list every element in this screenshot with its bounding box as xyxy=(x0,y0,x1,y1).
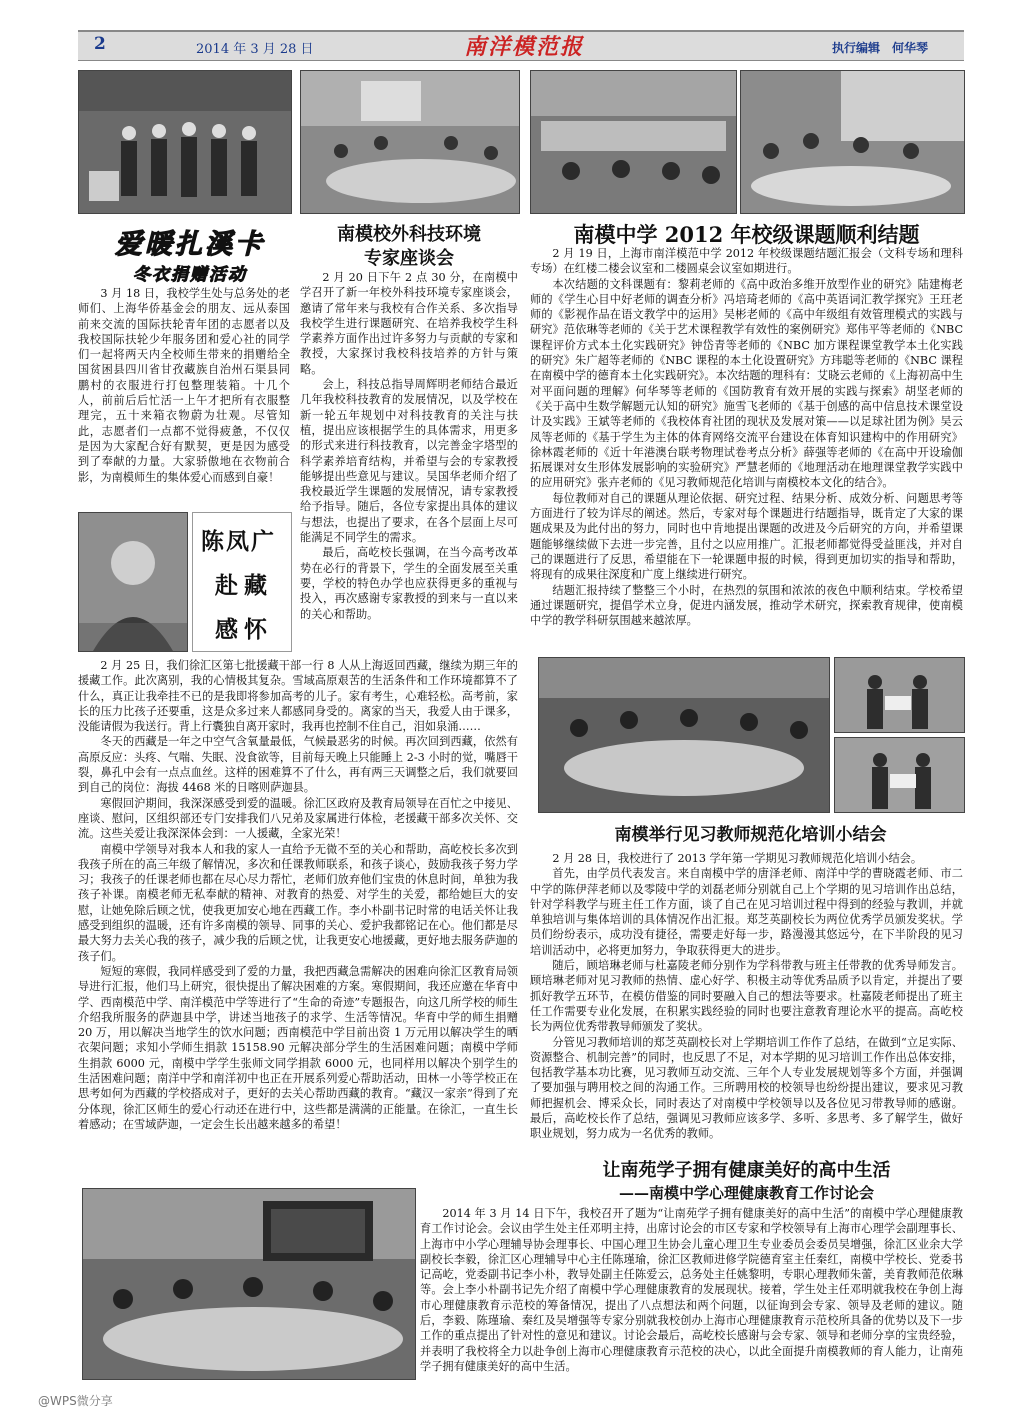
paragraph: 2 月 28 日，我校进行了 2013 学年第一学期见习教师规范化培训小结会。 xyxy=(552,852,923,865)
photo-award-1 xyxy=(834,657,965,733)
article4-title-line: 陈凤广 xyxy=(201,528,276,555)
article2-body xyxy=(300,270,518,622)
article6-body xyxy=(420,1206,963,1374)
paragraph: 冬天的西藏是一年之中空气含氧量最低，气候最恶劣的时候。再次回到西藏，依然有高原反应：头疼、气喘、失眠、没食欲等，目前每天晚上只能睡上 2-3 小时的觉，嘴唇干裂，鼻孔中会有一点点血丝。这样的困难算不了什么，再有两三天调整之后，我们就要回到自己的岗位：海拔 4468 米的日喀则萨迦县。 xyxy=(78,735,518,795)
article4-title-box xyxy=(192,512,292,652)
paragraph: 3 月 18 日，我校学生处与总务处的老师们、上海华侨基金会的朋友、远从泰国前来交流的国际扶轮青年团的志愿者以及我校国际扶轮少年服务团和爱心社的同学们一起将两天内全校师生带来的捐赠给全国贫困县四川省甘孜藏族自治州石渠县同鹏村的衣服进行打包整理装箱。十几个人，前前后后忙活一上午才把所有衣服整理完，五十来箱衣物蔚为壮观。尽管知此，志愿者们一点都不觉得疲惫，不仅仅是因为大家配合好有默契，更是因为感受到了奉献的力量。大家骄傲地在衣物前合影，为南模师生的集体爱心而感到自豪！ xyxy=(78,287,290,484)
paragraph: 每位教师对自己的课题从理论依据、研究过程、结果分析、成效分析、问题思考等方面进行了较为详尽的阐述。然后，专家对每个课题进行结题指导，既肯定了大家的课题成果及为此付出的努力，同时也中肯地提出课题的改进及今后研究的方向，并希望课题能够继续做下去进一步完善，且付之以应用推广。汇报老师都觉得受益匪浅，并对自己的课题进行了反思，希望能在下一轮课题申报的时候，得到更加切实的指导和帮助，将现有的成果往深度和广度上继续进行研究。 xyxy=(530,491,963,582)
photo-psych-meeting xyxy=(82,1188,416,1380)
paragraph: 结题汇报持续了整整三个小时，在热烈的氛围和浓浓的夜色中顺利结束。学校希望通过课题研究，提倡学术立身，促进内涵发展，推动学术研究，探索教育规律，使南模中学的教学科研氛围越来越浓厚。 xyxy=(530,583,963,628)
page-header xyxy=(78,30,964,61)
article3-title: 南模中学 2012 年校级课题顺利结题 xyxy=(573,222,920,247)
classroom-photo-icon xyxy=(531,71,736,213)
paragraph: 随后，顾培琳老师与杜嘉陵老师分别作为学科带教与班主任带教的优秀导师发言。顾培琳老师对见习教师的热情、虚心好学、积极主动等优秀品质予以肯定，并提出了要抓好教学五环节，在模仿借鉴的同时要融入自己的想法等要求。杜嘉陵老师提出了班主任工作需要专业化发展，在积累实践经验的同时也要注意教育理论水平的提高。高屹校长为两位优秀带教导师颁发了奖状。 xyxy=(530,959,963,1034)
group-photo-icon xyxy=(79,71,291,213)
paragraph: 最后，高屹校长强调，在当今高考改革势在必行的背景下，学生的全面发展至关重要，学校的特色办学也应获得更多的重视与投入，再次感谢专家教授的到来与一直以来的关心和帮助。 xyxy=(300,546,518,621)
masthead-logo: 南洋模范报 xyxy=(464,34,585,60)
photo-topic-review-2 xyxy=(740,70,965,214)
photo-tech-seminar xyxy=(300,70,520,214)
article6-subtitle: ——南模中学心理健康教育工作讨论会 xyxy=(618,1184,874,1202)
award-photo-icon xyxy=(835,738,964,812)
wps-watermark: @WPS微分享 xyxy=(38,1394,113,1408)
editor-credit: 执行编辑 何华琴 xyxy=(831,41,928,55)
photo-topic-review-1 xyxy=(530,70,737,214)
paragraph: 南模中学领导对我本人和我的家人一直给予无微不至的关心和帮助，高屹校长多次到我孩子所在的高三年级了解情况，多次和任课教师联系，和孩子谈心，鼓励我孩子努力学习；我孩子的任课老师也都在尽心尽力帮忙，老师们放弃他们宝贵的休息时间，单独为我孩子补课。南模老师无私奉献的精神、对教育的热爱、对学生的关爱，都给她巨大的安慰，让她免除后顾之忧，使我更加安心地在西藏工作。李小朴副书记时常的电话关怀让我感受到组织的温暖，还有许多南模的领导、同事的关心、爱护我都铭记在心。他们都是尽最大努力去关心我的孩子，减少我的后顾之忧，让我更安心地援藏，更好地去服务萨迦的孩子们。 xyxy=(78,842,518,963)
paragraph: 2014 年 3 月 14 日下午，我校召开了题为“让南苑学子拥有健康美好的高中生活”的南模中学心理健康教育工作讨论会。会议由学生处主任邓明主持，出席讨论会的市区专家和学校领导有上海市心理学会副理事长、上海市中小学心理辅导协会理事长、中国心理卫生协会儿童心理卫生专业委员会委员吴增强，徐汇区业余大学副校长李毅，徐汇区心理辅导中心主任陈瑾瑜，徐汇区教师进修学院德育室主任秦红，南模中学校长、党委书记高屹，党委副书记李小朴，教导处副主任陈爱云，总务处主任姚黎明，专职心理教师朱蕾，美育教师范依琳等。会上李小朴副书记先介绍了南模中学心理健康教育的发展现状。接着，学生处主任邓明就我校在争创上海市心理健康教育示范校的筹备情况，提出了八点想法和两个问题，以征询到会专家、领导及老师的建议。随后，李毅、陈瑾瑜、秦红及吴增强等专家分别就我校创办上海市心理健康教育示范校所具备的优势以及下一步工作的重点提出了针对性的意见和建议。讨论会最后，高屹校长感谢与会专家、领导和老师分享的宝贵经验，并表明了我校将全力以赴争创上海市心理健康教育示范校的决心，以此全面提升南模教师的育人能力，让南苑学子拥有健康美好的高中生活。 xyxy=(420,1207,963,1373)
article1-body xyxy=(78,286,290,485)
person-portrait-icon xyxy=(79,513,187,651)
paragraph: 分管见习教师培训的郑芝英副校长对上学期培训工作作了总结，在做到“立足实际、资源整合、机制完善”的同时，也反思了不足，对本学期的见习培训工作作出总体安排，包括教学基本功比赛，见习教师互动交流、三年个人专业发展规划等多个方面，并强调了要加强与聘用校之间的沟通工作。三所聘用校的校领导也纷纷提出建议，要求见习教师把握机会、博采众长，同时表达了对南模中学校领导以及各位见习带教导师的感谢。最后，高屹校长作了总结，强调见习教师应该多学、多听、多思考、多了解学生，做好职业规划，努力成为一名优秀的教师。 xyxy=(530,1035,963,1141)
article2-title: 南模校外科技环境 xyxy=(337,224,481,245)
award-photo-icon xyxy=(835,658,964,732)
paragraph: 会上，科技总指导周辉明老师结合最近几年我校科技教育的发展情况，以及学校在新一轮五年规划中对科技教育的关注与扶植，提出应该根据学生的具体需求，用更多的形式来进行科技教育，以完善金字塔型的科学素养培育结构，并希望与会的专家教授能够提出些意见与建议。吴国华老师介绍了我校最近学生课题的发展情况，请专家教授给予指导。随后，各位专家提出具体的建议与想法，也提出了要求，在各个层面上尽可能满足不同学生的需求。 xyxy=(300,378,518,545)
article4-body xyxy=(78,658,518,1132)
photo-clothing-donation xyxy=(78,70,292,214)
portrait-photo xyxy=(78,512,188,652)
article3-body xyxy=(530,246,963,628)
meeting-room-photo-icon xyxy=(83,1189,415,1379)
page-number: 2 xyxy=(94,34,106,54)
article5-body xyxy=(530,851,963,1142)
meeting-photo-icon xyxy=(301,71,519,213)
roundtable-photo-icon xyxy=(741,71,964,213)
paragraph: 短短的寒假，我同样感受到了爱的力量，我把西藏急需解决的困难向徐汇区教育局领导进行汇报，他们马上研究，很快提出了解决困难的方案。寒假期间，我还应邀在华育中学、西南模范中学、南洋模范中学等进行了“生命的奇迹”专题报告，向这几所学校的师生介绍我所服务的萨迦县中学，讲述当地孩子的求学、生活等情况。华育中学的师生捐赠 20 万，用以解决当地学生的饮水问题；西南模范中学目前出资 1 万元用以解决学生的晒衣架问题；求知小学师生捐款 15158.90 元解决部分学生的生活困难问题；南模中学师生捐款 6000 元，南模中学学生张师文同学捐款 6000 元，也同样用以解决个别学生的生活困难问题；南洋中学和南洋初中也正在开展系列爱心帮助活动，田林一小等学校正在思考如何为西藏的学校搭成对子，更好的去关心帮助西藏的教育。“藏汉一家亲”得到了充分体现，徐汇区师生的爱心行动还在进行中，这些都是满满的正能量。在徐汇，一直生长着感动；在雪域萨迦，一定会生长出越来越多的希望！ xyxy=(78,964,518,1131)
paragraph: 本次结题的文科课题有：黎莉老师的《高中政治多维开放型作业的研究》陆建梅老师的《学生心目中好老师的调查分析》冯培琦老师的《高中英语词汇教学探究》王玨老师的《影视作品在语文教学中的运用》吴彬老师的《高中年级组有效管理模式的实践与研究》范依琳等老师的《关于艺术课程教学有效性的案例研究》郑伟平等老师的《NBC 课程评价方式本土化实践研究》钟岱青等老师的《NBC 加方课程课堂教学本土化实践的研究》朱广超等老师的《NBC 课程的本土化设置研究》方玮聪等老师的《NBC 课程在南模中学的德育本土化实践研究》。本次结题的理科有：艾晓云老师的《上海初高中生对平面问题的理解》何华琴等老师的《国防教育有效开展的实践与探索》胡坚老师的《关于高中生数学解题元认知的研究》施雪飞老师的《基于创感的高中信息技术课堂设计及实践》王斌等老师的《我校体育社团的现状及发展对策——以足球社团为例》吴云凤等老师的《基于学生为主体的体育网络交流平台建设在体育知识建构中的作用研究》徐林霞老师的《近十年港澳台联考物理试卷考点分析》薛强等老师的《在高中开设瑜伽拓展课对女生形体发展影响的实验研究》严慧老师的《地理活动在地理课堂教学实践中的应用研究》张卉老师的《见习教师规范化培训与南模校本文化的结合》。 xyxy=(530,277,963,490)
article4-title-line: 感怀 xyxy=(215,616,273,643)
photo-award-2 xyxy=(834,737,965,813)
article2-subtitle: 专家座谈会 xyxy=(364,248,454,269)
paragraph: 2 月 25 日，我们徐汇区第七批援藏干部一行 8 人从上海返回西藏，继续为期三年的援藏工作。此次离别，我的心情极其复杂。雪域高原艰苦的生活条件和工作环境都算不了什么，真正让我牵挂不已的是我即将参加高考的儿子。家有考生，心难轻松。高考前，家长的压力比孩子还要重，这是众多过来人都感同身受的。离家的当天，我爱人由于课多，没能请假为我送行。背上行囊独自离开家时，我再也控制不住自己，泪如泉涌…… xyxy=(78,659,518,734)
article5-title: 南模举行见习教师规范化培训小结会 xyxy=(614,825,887,845)
article4-title-line: 赴藏 xyxy=(215,572,273,599)
paragraph: 首先，由学员代表发言。来自南模中学的唐泽老师、南洋中学的曹晓霞老师、市二中学的陈伊萍老师以及零陵中学的刘磊老师分别就自己上个学期的见习培训作出总结，针对学科教学与班主任工作方面，谈了自己在见习培训过程中得到的经验与教训，并就单独培训与集体培训的具体情况作出汇报。郑芝英副校长为两位优秀学员颁发奖状。学员们纷纷表示，成功没有捷径，需要走好每一步，路漫漫其悠远兮，在下半阶段的见习培训活动中，必将更加努力，争取获得更大的进步。 xyxy=(530,867,963,957)
photo-training-meeting xyxy=(538,657,830,813)
paragraph: 寒假回沪期间，我深深感受到爱的温暖。徐汇区政府及教育局领导在百忙之中接见、座谈、慰问，区组织部还专门安排我们八兄弟及家属进行体检，老援藏干部多次关怀、交流。这些关爱让我深深体会到：一人援藏，全家光荣！ xyxy=(78,796,518,841)
article6-title: 让南苑学子拥有健康美好的高中生活 xyxy=(602,1160,891,1181)
article1-title: 爱暖扎溪卡 xyxy=(115,229,265,260)
conference-photo-icon xyxy=(539,658,829,812)
paragraph: 2 月 20 日下午 2 点 30 分，在南模中学召开了新一年校外科技环境专家座谈会，邀请了常年来与我校有合作关系、多次指导我校学生进行课题研究、在培养我校学生科学素养方面作出过许多努力与贡献的专家和教授，大家探讨我校科技培养的方针与策略。 xyxy=(300,271,518,376)
article1-subtitle: 冬衣捐赠活动 xyxy=(133,265,247,285)
paragraph: 2 月 19 日，上海市南洋模范中学 2012 年校级课题结题汇报会（文科专场和理科专场）在红楼二楼会议室和二楼圆桌会议室如期进行。 xyxy=(530,247,963,276)
issue-date: 2014 年 3 月 28 日 xyxy=(196,42,314,57)
